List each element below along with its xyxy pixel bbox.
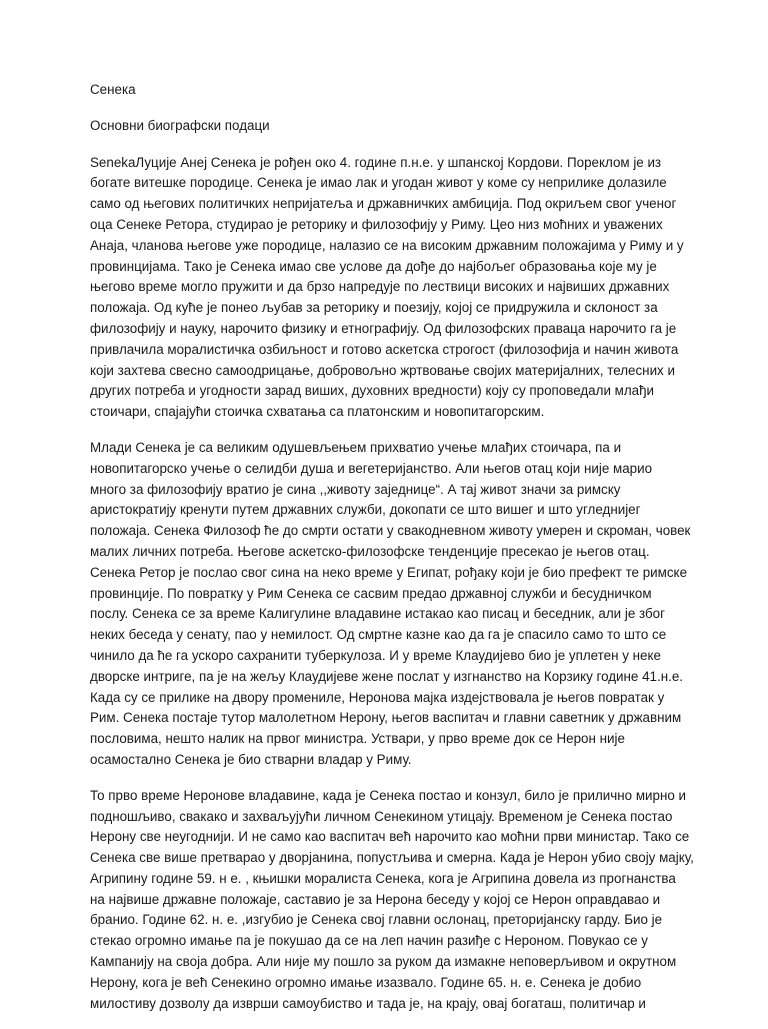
text-line: чинило да ће га ускоро сахранити туберкулоза. И у време Клаудијево био је уплетен у неке [90,647,661,663]
text-line: малих личних потреба. Његове аскетско-филозофске тенденције пресекао је његов отац. [90,543,650,559]
text-line: Нерону, кога је већ Сенекино огромно имање изазвало. Године 65. н. е. Сенека је добио [90,974,642,990]
text-line: на највише државне положаје, саставио је за Нерона беседу у којој се Нерон оправдавао и [90,891,661,907]
text-line: богате витешке породице. Сенека је имао лак и угодан живот у коме су неприлике долазиле [90,175,667,191]
text-line: положаја. Сенека Филозоф ће до смрти остати у свакодневном животу умерен и скроман, човек [90,523,691,539]
text-line: То прво време Неронове владавине, када је Сенека постао и конзул, било је прилично мирно и [90,787,687,803]
document-body [90,153,694,1015]
text-line: много за филозофију вратио је сина ,,животу заједнице“. А тај живот значи за римску [90,481,621,497]
document-title: Сенека [90,82,136,97]
text-line: Рим. Сенека постаје тутор малолетном Нерону, његов васпитач и главни саветник у државним [90,710,682,726]
text-line: привлачила моралистичка озбиљност и готово аскетска строгост (филозофија и начин живота [90,341,679,357]
text-line: Нерону све неугоднији. И не само као васпитач већ нарочито као моћни први министар. Тако се [90,829,690,845]
text-line: милостиву дозволу да изврши самоубиство и тада је, на крају, овај богаташ, политичар и [90,995,646,1011]
paragraph [90,438,690,771]
text-line: других потреба и угодности зарад виших, духовних вредности) коју су проповедали млађи [90,383,655,399]
text-line: који захтева свесно самоодрицање, добровољно жртвовање својих материјалних, телесних и [90,362,675,378]
text-line: Агрипину године 59. н е. , књишки моралиста Сенека, кога је Агрипина довела из прогнанства [90,870,676,886]
text-line: новопитагорско учење о селидби душа и вегетеријанство. Али његов отац који није марио [90,460,653,476]
text-line: положаја. Од куће је понео љубав за реторику и поезију, којој се придружила и склоност за [90,300,658,316]
text-line: његово време могло пружити и да брзо напредује по лествици високих и највиших државних [90,279,670,295]
text-line: филозофију и науку, нарочито физику и етнографију. Од филозофских праваца нарочито га је [90,320,677,336]
text-line: пословима, нешто налик на првог министра. Уствари, у прво време док се Нерон није [90,731,625,747]
text-line: SenekaЛуције Анеј Сенека је рођен око 4. године п.н.е. у шпанској Кордови. Пореклом је из [90,154,662,170]
text-line: Млади Сенека је са великим одушевљењем прихватио учење млађих стоичара, па и [90,439,622,455]
document-page [90,80,694,1029]
text-line: Анаја, чланова његове уже породице, налазио се на високим државним положајима у Риму и у [90,237,684,253]
section-heading: Основни биографски подаци [90,117,270,133]
text-line: дворске интриге, па је на жељу Клаудијеве жене послат у изгнанство на Корзику године 41.н.е. [90,668,683,684]
paragraph [90,786,694,1015]
text-line: бранио. Године 62. н. е. ,изгубио је Сенека свој главни ослонац, преторијанску гарду. Био је [90,912,663,928]
text-line: послу. Сенека се за време Калигулине владавине истакао као писац и беседник, али је због [90,606,665,622]
text-line: Сенека Ретор је послао свог сина на неко време у Египат, рођаку који је био префект те римске [90,564,688,580]
text-line: осамостално Сенека је био стварни владар у Риму. [90,751,412,767]
text-line: подношљиво, свакако и захваљујући личном Сенекином утицају. Временом је Сенека постао [90,808,673,824]
text-line: Сенека све више претварао у дворјанина, попустљива и смерна. Када је Нерон убио своју мајку, [90,850,694,866]
text-line: Кампанију на своја добра. Али није му пошло за руком да измакне неповерљивом и окрутном [90,954,677,970]
paragraph [90,153,690,423]
text-line: провинције. По повратку у Рим Сенека се сасвим предао државној служби и бесудничком [90,585,652,601]
text-line: провинцијама. Тако је Сенека имао све услове да дође до најбољег образовања које му је [90,258,657,274]
text-line: оца Сенеке Ретора, студирао је реторику и филозофију у Риму. Цео низ моћних и уважених [90,216,663,232]
text-line: стоичари, спајајући стоичка схватања са платонским и новопитагорским. [90,404,545,420]
text-line: Када су се прилике на двору промениле, Неронова мајка издејствовала је његов повратак у [90,689,665,705]
text-line: само од његових политичких непријатеља и државничких амбиција. Под окриљем свог ученог [90,196,677,212]
text-line: аристократију кренути путем државних служби, докопати се што вишег и што угледнијег [90,502,641,518]
text-line: неких беседа у сенату, пао у немилост. Од смртне казне као да га је спасило само то што се [90,627,667,643]
text-line: стекао огромно имање па је покушао да се на леп начин разиђе с Нероном. Повукао се у [90,933,648,949]
